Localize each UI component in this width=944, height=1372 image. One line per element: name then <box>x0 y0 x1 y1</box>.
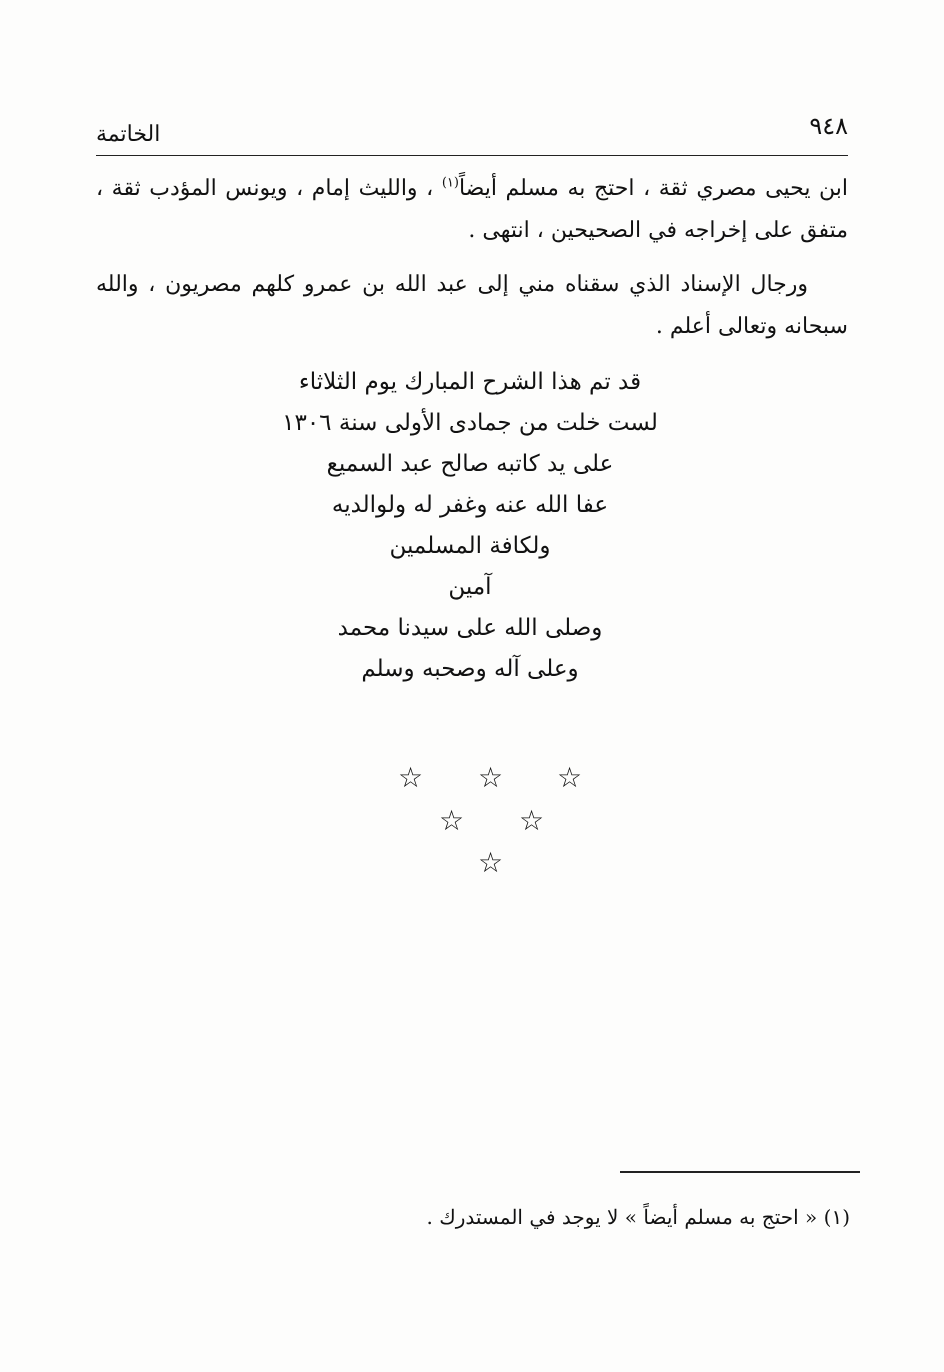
paragraph-2: ورجال الإسناد الذي سقناه مني إلى عبد الله بن عمرو كلهم مصريون ، والله سبحانه وتعالى أعلم . <box>96 272 848 339</box>
colophon-line: قد تم هذا الشرح المبارك يوم الثلاثاء <box>298 369 642 395</box>
section-title: الخاتمة <box>96 122 161 147</box>
star-ornament <box>372 760 612 880</box>
colophon-line: وعلى آله وصحبه وسلم <box>361 656 579 682</box>
paragraph-1 <box>96 168 848 252</box>
header-divider <box>96 155 848 156</box>
footnote-reference[interactable]: (١) <box>441 175 459 191</box>
page-number: ٩٤٨ <box>809 112 848 140</box>
star-icon: ☆ <box>478 846 504 879</box>
colophon-line: آمين <box>448 574 492 600</box>
footnote: (١) « احتج به مسلم أيضاً » لا يوجد في المستدرك . <box>426 1205 850 1229</box>
colophon <box>180 362 760 690</box>
colophon-line: لست خلت من جمادى الأولى سنة ١٣٠٦ <box>282 410 658 436</box>
colophon-line: على يد كاتبه صالح عبد السميع <box>326 451 614 477</box>
paragraph-1-text-b: ، والليث إمام ، ويونس المؤدب ثقة ، متفق على إخراجه في الصحيحين ، انتهى . <box>96 176 848 243</box>
star-icon: ☆ <box>398 761 424 794</box>
paragraph-1-text-a: ابن يحيى مصري ثقة ، احتج به مسلم أيضاً <box>458 176 849 201</box>
star-icon: ☆ <box>519 804 545 837</box>
star-icon: ☆ <box>478 761 504 794</box>
footnote-divider <box>620 1171 860 1173</box>
star-icon: ☆ <box>439 804 465 837</box>
colophon-line: وصلى الله على سيدنا محمد <box>337 615 603 641</box>
main-text <box>96 168 848 348</box>
running-header <box>96 112 848 152</box>
star-icon: ☆ <box>557 761 583 794</box>
colophon-line: عفا الله عنه وغفر له ولوالديه <box>331 492 609 518</box>
colophon-line: ولكافة المسلمين <box>389 533 551 559</box>
